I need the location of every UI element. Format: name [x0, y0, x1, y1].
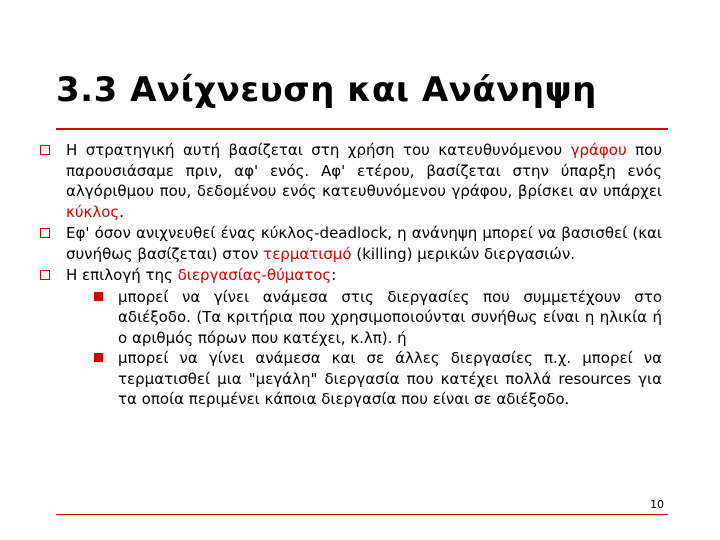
- hollow-square-icon: [40, 145, 50, 155]
- sub-bullet-text: μπορεί να γίνει ανάμεσα στις διεργασίες που συμμετέχουν στο αδιέξοδο. (Τα κριτήρια που χρησιμοποιούνται συνήθως είναι η ηλικία ή ο αριθμός πόρων που κατέχει, κ.λπ). ή: [118, 287, 662, 347]
- slide-body: [38, 140, 662, 410]
- hollow-square-icon: [40, 228, 50, 238]
- footer-rule: [56, 514, 668, 515]
- filled-square-icon: [94, 292, 103, 301]
- highlight-text: κύκλος: [66, 202, 120, 221]
- bullet-text: Η επιλογή της: [66, 266, 178, 284]
- filled-square-icon: [94, 353, 103, 362]
- highlight-text: διεργασίας-θύματος: [177, 266, 332, 284]
- bullet-text: (killing) μερικών διεργασιών.: [351, 244, 575, 263]
- sub-bullet-item: [38, 287, 662, 349]
- bullet-text: :: [331, 266, 337, 284]
- page-number: 10: [650, 498, 664, 511]
- bullet-text: που παρουσιάσαμε πριν, αφ' ενός. Αφ' ετέρου, βασίζεται στην ύπαρξη ενός αλγόριθμου που, δεδομένου ενός κατευθυνόμενου γράφου, βρίσκει αν υπάρχει: [66, 141, 662, 200]
- highlight-text: τερματισμό: [263, 244, 352, 263]
- bullet-text: Η στρατηγική αυτή βασίζεται στη χρήση του κατευθυνόμενου: [66, 141, 571, 159]
- sub-bullet-item: [38, 348, 662, 410]
- highlight-text: γράφου: [570, 141, 627, 159]
- bullet-item: [38, 223, 662, 264]
- title-underline: [56, 128, 668, 130]
- bullet-text: Εφ' όσον ανιχνευθεί ένας κύκλος-deadlock, η ανάνηψη μπορεί να βασισθεί (και συνήθως βασίζεται) στον: [66, 224, 662, 263]
- bullet-item: [38, 265, 662, 286]
- bullet-item: [38, 140, 662, 222]
- hollow-square-icon: [40, 270, 50, 280]
- sub-bullet-text: μπορεί να γίνει ανάμεσα και σε άλλες διεργασίες π.χ. μπορεί να τερματισθεί μια "μεγάλη" διεργασία που κατέχει πολλά resources για τα οποία περιμένει κάποια διεργασία που είναι σε αδιέξοδο.: [118, 349, 662, 408]
- bullet-text: .: [119, 202, 124, 221]
- slide-title: 3.3 Ανίχνευση και Ανάνηψη: [56, 70, 597, 110]
